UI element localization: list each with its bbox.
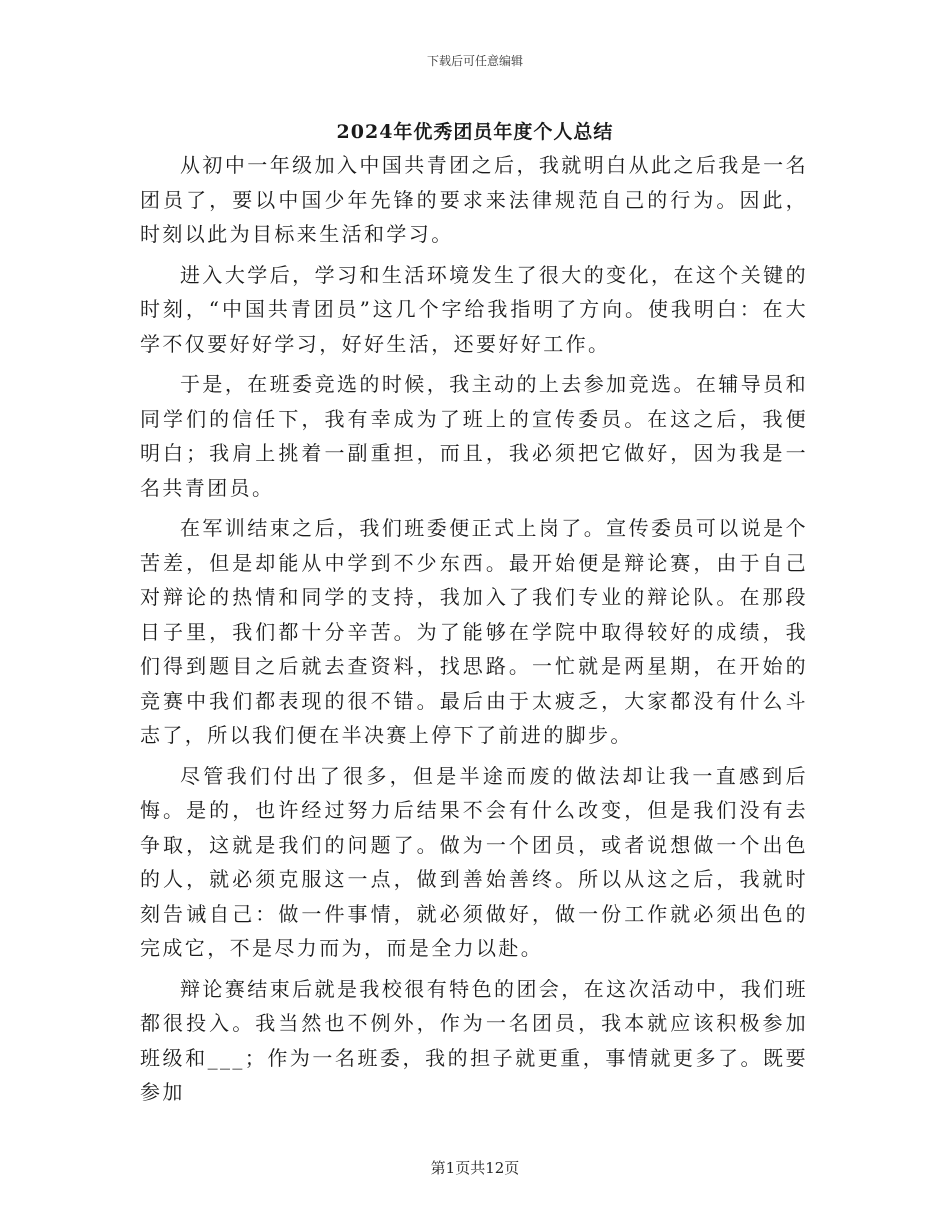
- paragraph-1: 从初中一年级加入中国共青团之后，我就明白从此之后我是一名团员了，要以中国少年先锋的要求来法律规范自己的行为。因此，时刻以此为目标来生活和学习。: [140, 153, 808, 246]
- document-body: [140, 148, 808, 1110]
- paragraph-5: 尽管我们付出了很多，但是半途而废的做法却让我一直感到后悔。是的，也许经过努力后结果不会有什么改变，但是我们没有去争取，这就是我们的问题了。做为一个团员，或者说想做一个出色的人，就必须克服这一点，做到善始善终。所以从这之后，我就时刻告诫自己：做一件事情，就必须做好，做一份工作就必须出色的完成它，不是尽力而为，而是全力以赴。: [140, 763, 808, 960]
- paragraph-2: 进入大学后，学习和生活环境发生了很大的变化，在这个关键的时刻，“中国共青团员”这几个字给我指明了方向。使我明白：在大学不仅要好好学习，好好生活，还要好好工作。: [140, 262, 808, 356]
- paragraph-3: 于是，在班委竞选的时候，我主动的上去参加竞选。在辅导员和同学们的信任下，我有幸成为了班上的宣传委员。在这之后，我便明白；我肩上挑着一副重担，而且，我必须把它做好，因为我是一名共青团员。: [140, 372, 808, 500]
- document-title: 2024年优秀团员年度个人总结: [336, 121, 614, 143]
- page-number-footer: 第1页共12页: [430, 1159, 520, 1177]
- paragraph-6: 辩论赛结束后就是我校很有特色的团会，在这次活动中，我们班都很投入。我当然也不例外，作为一名团员，我本就应该积极参加班级和___；作为一名班委，我的担子就更重，事情就更多了。既要参加: [140, 976, 808, 1104]
- paragraph-4: 在军训结束之后，我们班委便正式上岗了。宣传委员可以说是个苦差，但是却能从中学到不少东西。最开始便是辩论赛，由于自己对辩论的热情和同学的支持，我加入了我们专业的辩论队。在那段日子里，我们都十分辛苦。为了能够在学院中取得较好的成绩，我们得到题目之后就去查资料，找思路。一忙就是两星期，在开始的竞赛中我们都表现的很不错。最后由于太疲乏，大家都没有什么斗志了，所以我们便在半决赛上停下了前进的脚步。: [140, 516, 808, 747]
- header-note: 下载后可任意编辑: [426, 54, 523, 68]
